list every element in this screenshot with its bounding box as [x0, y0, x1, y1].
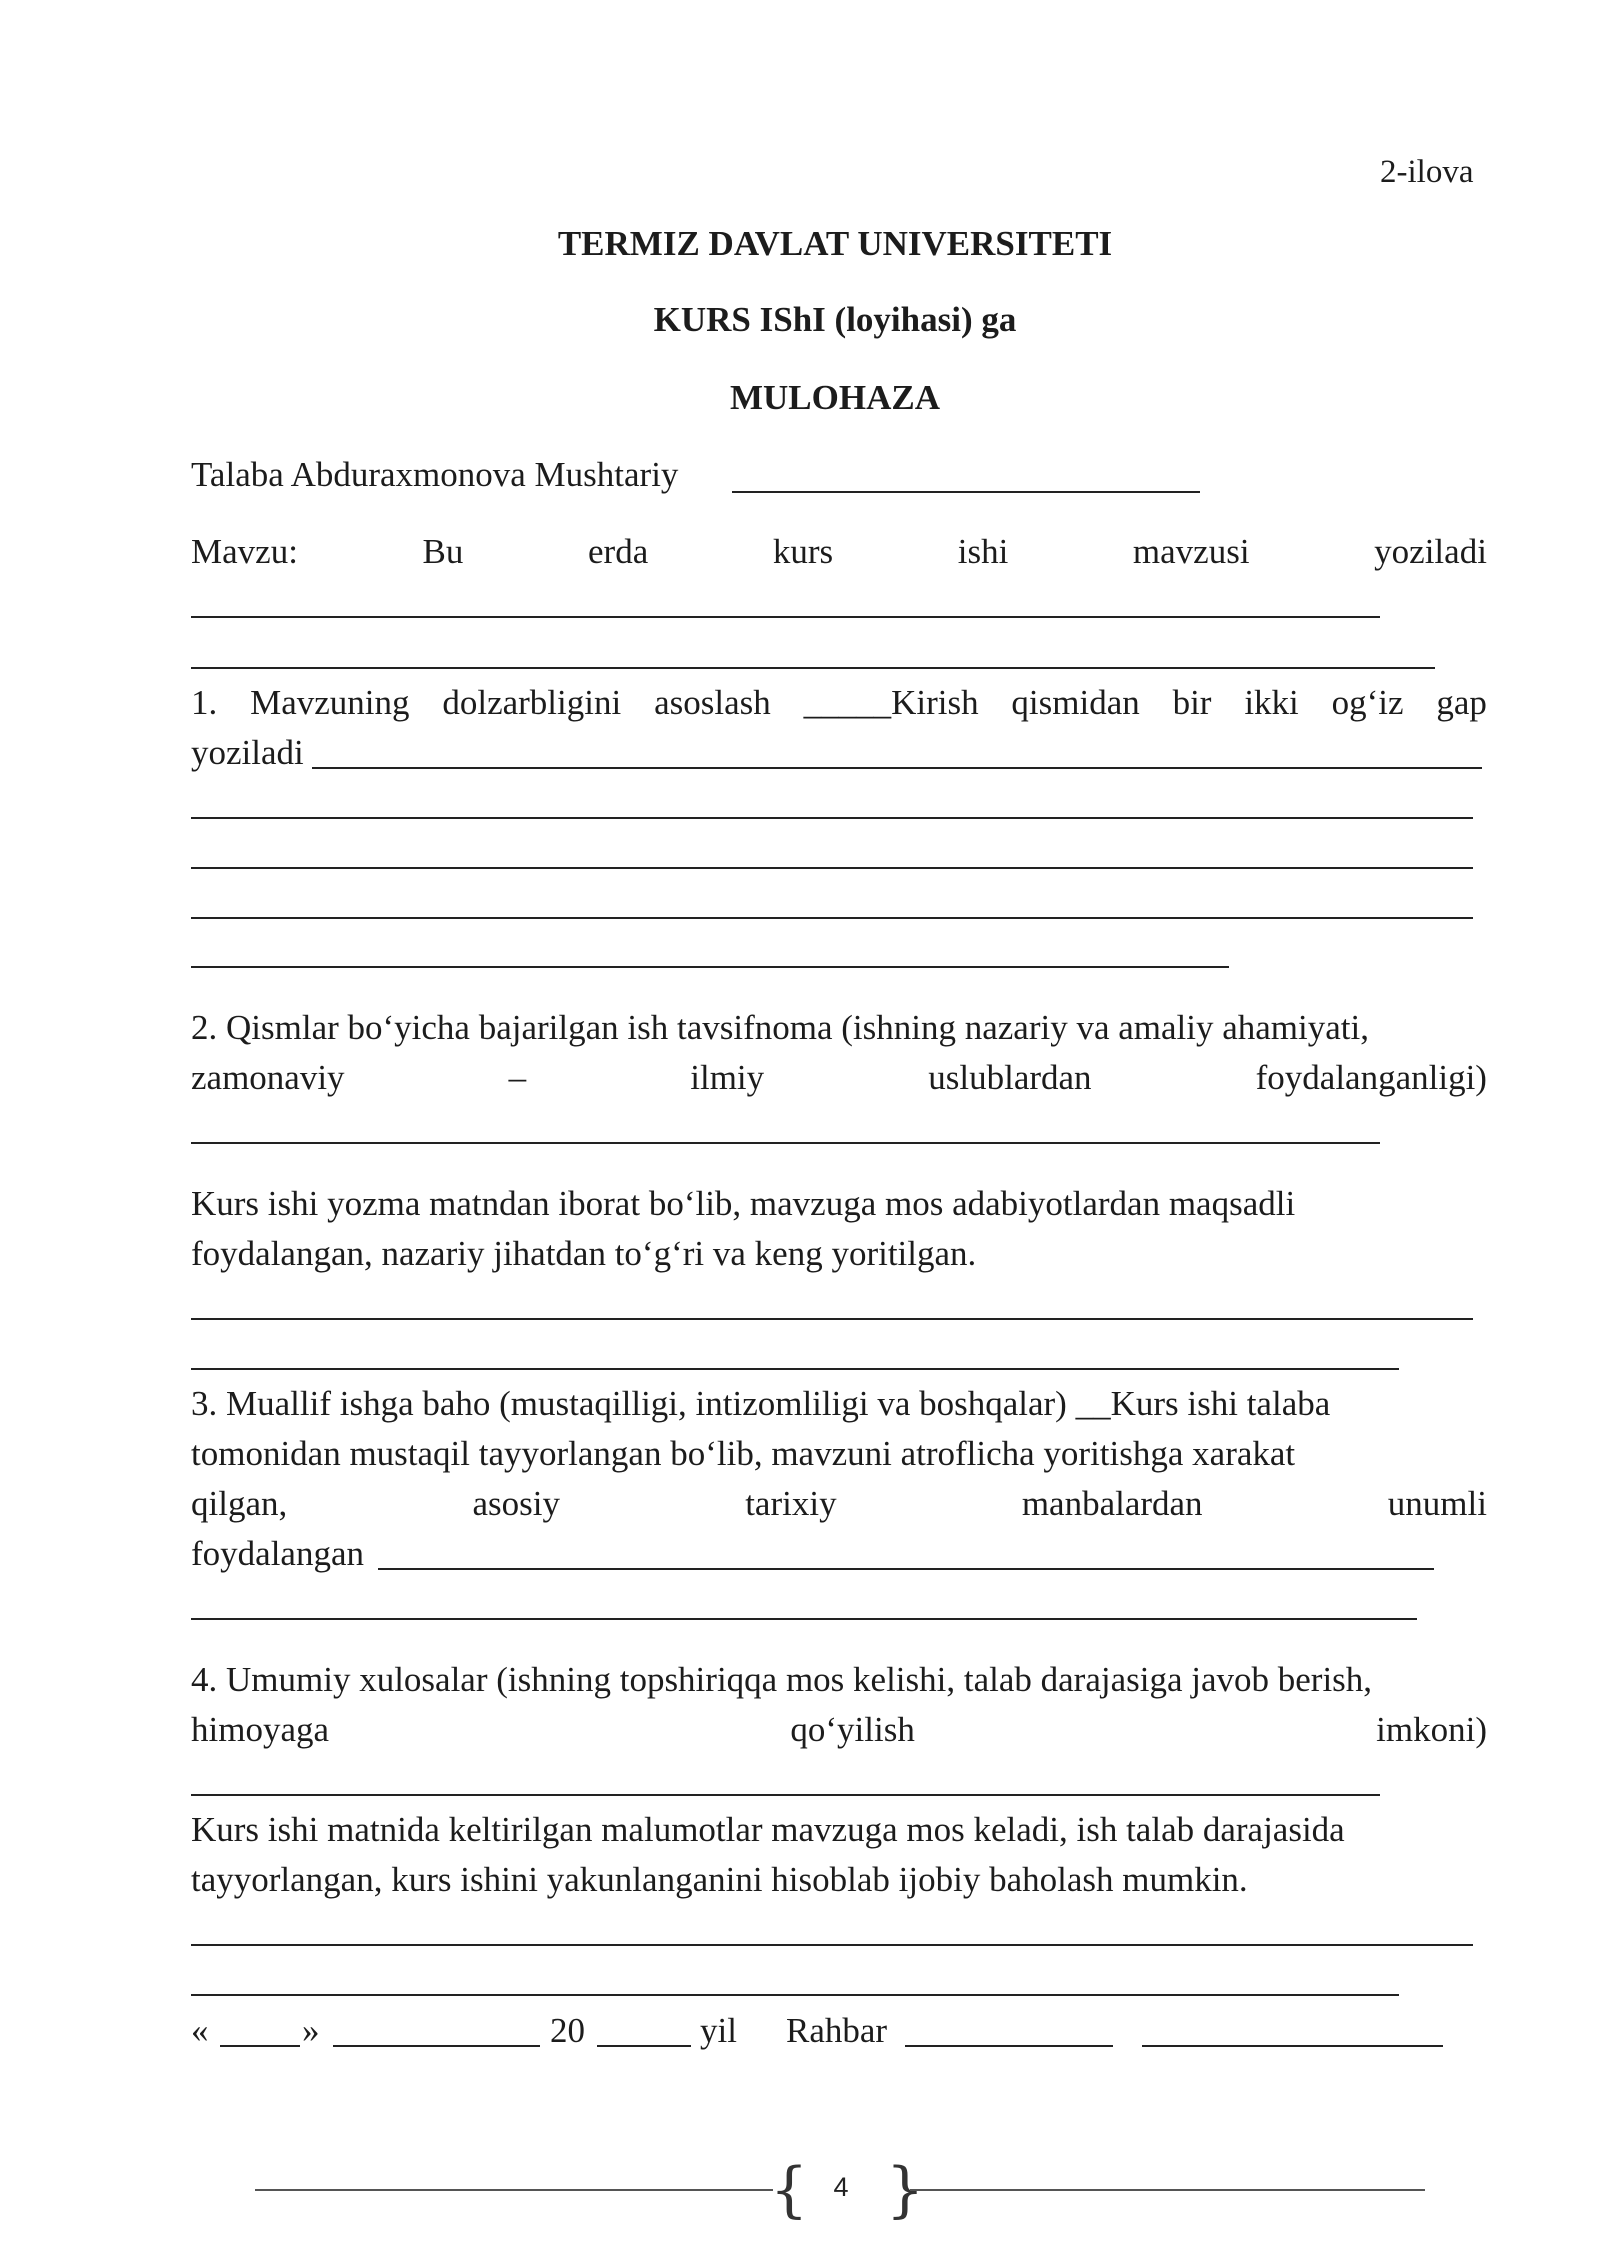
section1-continuation: yoziladi	[191, 733, 304, 772]
section2-word: zamonaviy	[191, 1058, 345, 1097]
section2-word: –	[508, 1058, 527, 1097]
section1-word: og‘iz	[1331, 683, 1404, 722]
section2-answer-text: Kurs ishi yozma matndan iborat bo‘lib, mavzuga mos adabiyotlardan maqsadli	[191, 1184, 1296, 1223]
section2-word: ilmiy	[690, 1058, 765, 1097]
section4-word: himoyaga	[191, 1710, 330, 1749]
section1-word: qismidan	[1011, 683, 1140, 722]
section2-blank-line	[191, 1142, 1380, 1144]
section3-blank-line	[191, 1618, 1417, 1620]
topic-word: mavzusi	[1132, 532, 1250, 571]
section3-blank-line	[378, 1568, 1434, 1570]
section4-heading	[191, 1660, 1487, 1700]
section1-word: Mavzuning	[250, 683, 410, 722]
section3-line2: tomonidan mustaqil tayyorlangan bo‘lib, mavzuni atroflicha yoritishga xarakat	[191, 1434, 1296, 1473]
supervisor-name-blank[interactable]	[1142, 2045, 1443, 2047]
topic-line	[191, 532, 1487, 572]
date-month-blank[interactable]	[333, 2045, 540, 2047]
student-label: Talaba Abduraxmonova Mushtariy	[191, 455, 679, 494]
section1-word: bir	[1172, 683, 1212, 722]
work-type-title: KURS IShI (loyihasi) ga	[653, 300, 1017, 339]
section4-line2-row	[191, 1710, 1487, 1750]
year-suffix: yil	[700, 2011, 737, 2050]
date-open-quote: «	[191, 2011, 209, 2050]
section4-blank-line	[191, 1794, 1380, 1796]
date-year-blank[interactable]	[597, 2045, 691, 2047]
section3-line3-row	[191, 1484, 1487, 1524]
section1-word: gap	[1436, 683, 1487, 722]
topic-word: Bu	[422, 532, 464, 571]
topic-blank-line	[191, 616, 1380, 618]
section4-answer-line1-row	[191, 1810, 1487, 1850]
student-line	[191, 455, 678, 495]
page-number: 4	[833, 2172, 849, 2202]
section4-blank-line	[191, 1994, 1399, 1996]
topic-word: yoziladi	[1374, 532, 1487, 571]
section4-line1: 4. Umumiy xulosalar (ishning topshiriqqa mos kelishi, talab darajasiga javob berish,	[191, 1660, 1373, 1699]
section4-blank-line	[191, 1944, 1473, 1946]
section1-blank-line	[191, 867, 1473, 869]
section2-heading	[191, 1008, 1487, 1048]
section2-word: foydalanganligi)	[1255, 1058, 1487, 1097]
footer-left-bracket: {	[770, 2155, 809, 2225]
date-close-quote: »	[302, 2011, 320, 2050]
section1-blank-line	[191, 817, 1473, 819]
section2-answer-line2: foydalangan, nazariy jihatdan to‘g‘ri va keng yoritilgan.	[191, 1234, 977, 1273]
section1-blank-line	[191, 917, 1473, 919]
topic-word: Mavzu:	[191, 532, 298, 571]
section1-word: ikki	[1244, 683, 1299, 722]
section3-line4: foydalangan	[191, 1534, 364, 1573]
document-title: MULOHAZA	[730, 378, 940, 417]
footer-left-rule	[255, 2189, 773, 2191]
section3-word: tarixiy	[745, 1484, 837, 1523]
section3-word: asosiy	[472, 1484, 560, 1523]
date-day-blank[interactable]	[220, 2045, 300, 2047]
section1-word: asoslash	[654, 683, 771, 722]
section2-heading-line2	[191, 1058, 1487, 1098]
section4-word: qo‘yilish	[790, 1710, 915, 1749]
section2-blank-line	[191, 1318, 1473, 1320]
section4-word: imkoni)	[1376, 1710, 1487, 1749]
annex-label: 2-ilova	[1380, 154, 1474, 190]
section1-heading	[191, 683, 1487, 723]
year-prefix: 20	[550, 2011, 585, 2050]
topic-blank-line	[191, 667, 1435, 669]
topic-word: erda	[588, 532, 649, 571]
student-blank-line	[732, 491, 1200, 493]
section4-answer-line2: tayyorlangan, kurs ishini yakunlanganini hisoblab ijobiy baholash mumkin.	[191, 1860, 1248, 1899]
section3-word: unumli	[1387, 1484, 1487, 1523]
section2-answer-line1	[191, 1184, 1487, 1224]
section3-word: manbalardan	[1021, 1484, 1203, 1523]
university-title: TERMIZ DAVLAT UNIVERSITETI	[557, 224, 1113, 263]
section1-word: dolzarbligini	[442, 683, 622, 722]
topic-word: kurs	[772, 532, 834, 571]
section1-blank-line	[191, 966, 1229, 968]
section1-word: _____Kirish	[803, 683, 979, 722]
section2-blank-line	[191, 1368, 1399, 1370]
topic-word: ishi	[957, 532, 1009, 571]
section4-answer-text: Kurs ishi matnida keltirilgan malumotlar mavzuga mos keladi, ish talab darajasida	[191, 1810, 1345, 1849]
footer-right-bracket: }	[886, 2155, 925, 2225]
section3-line1: 3. Muallif ishga baho (mustaqilligi, intizomliligi va boshqalar) __Kurs ishi talaba	[191, 1384, 1331, 1423]
section1-blank-line	[312, 767, 1482, 769]
section1-word: 1.	[191, 683, 218, 722]
footer-right-rule	[910, 2189, 1425, 2191]
section3-word: qilgan,	[191, 1484, 288, 1523]
section2-word: uslublardan	[928, 1058, 1092, 1097]
supervisor-signature-blank[interactable]	[905, 2045, 1113, 2047]
section3-line2-row	[191, 1434, 1487, 1474]
section2-line1: 2. Qismlar bo‘yicha bajarilgan ish tavsifnoma (ishning nazariy va amaliy ahamiyati,	[191, 1008, 1369, 1047]
supervisor-label: Rahbar	[786, 2011, 888, 2050]
section3-heading	[191, 1384, 1487, 1424]
